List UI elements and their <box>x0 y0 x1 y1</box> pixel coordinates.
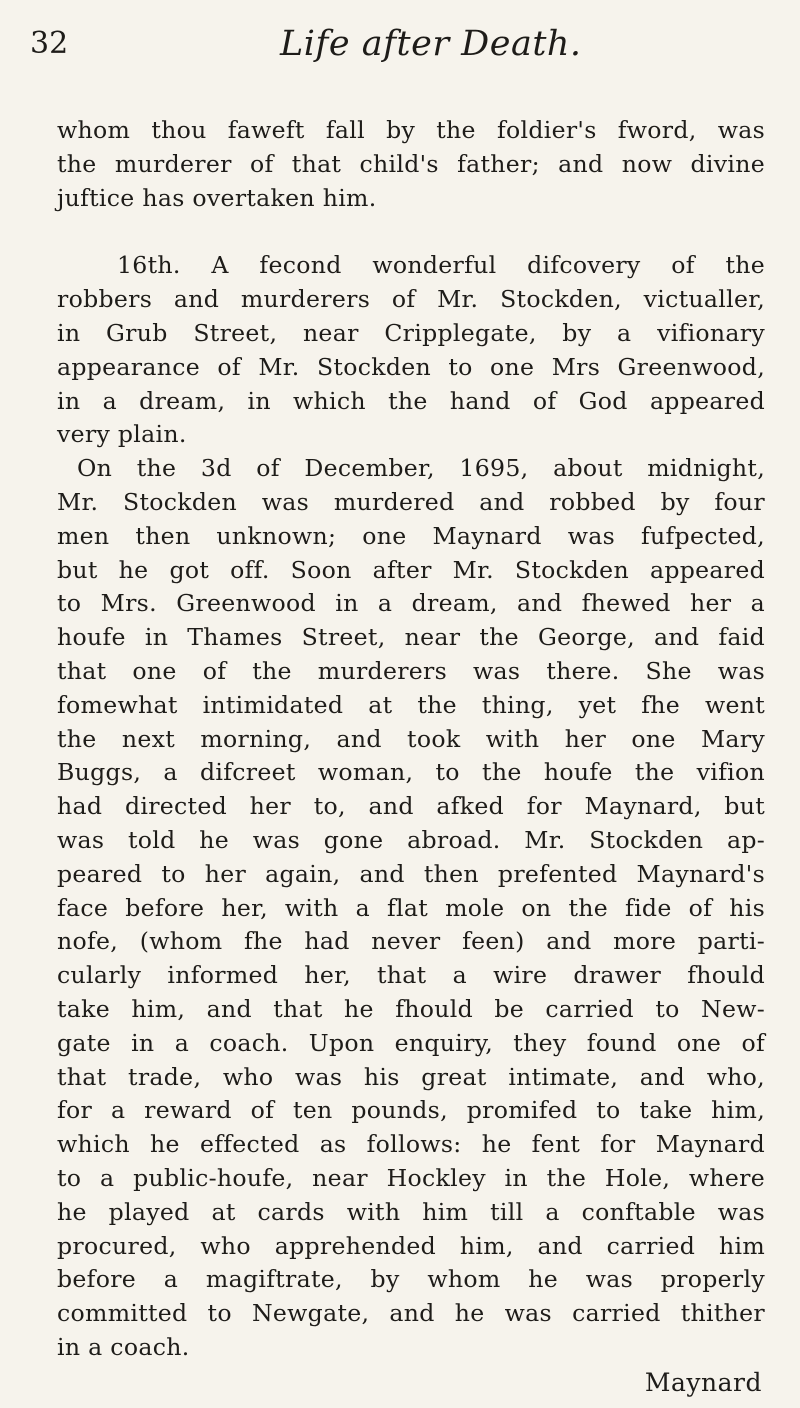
page-number: 32 <box>30 26 69 61</box>
text-line: was told he was gone abroad. Mr. Stockden ap- <box>57 825 765 854</box>
text-line: in Grub Street, near Cripplegate, by a vifionary <box>57 318 765 347</box>
text-line: but he got off. Soon after Mr. Stockden appeared <box>57 555 765 584</box>
text-line: that one of the murderers was there. She was <box>57 656 765 685</box>
text-line: the murderer of that child's father; and now divine <box>57 149 765 178</box>
text-line: to Mrs. Greenwood in a dream, and fhewed her a <box>57 589 765 618</box>
paragraph-gap <box>57 215 765 249</box>
text-line: fomewhat intimidated at the thing, yet fhe went <box>57 690 765 719</box>
text-line: Buggs, a difcreet woman, to the houfe the vifion <box>57 758 765 787</box>
text-line: peared to her again, and then prefented Maynard's <box>57 859 765 888</box>
text-line: that trade, who was his great intimate, and who, <box>57 1062 765 1091</box>
text-line: for a reward of ten pounds, promifed to take him, <box>57 1096 765 1125</box>
text-line: to a public-houfe, near Hockley in the Hole, where <box>57 1163 765 1192</box>
text-line: before a magiftrate, by whom he was properly <box>57 1265 765 1294</box>
text-line: the next morning, and took with her one Mary <box>57 724 765 753</box>
text-line: procured, who apprehended him, and carried him <box>57 1231 765 1260</box>
page-header <box>30 20 760 70</box>
text-line: which he effected as follows: he fent for Maynard <box>57 1130 765 1159</box>
paragraph-2 <box>57 249 765 452</box>
text-line: juftice has overtaken him. <box>57 183 377 212</box>
text-line: very plain. <box>57 420 187 449</box>
body-text <box>57 114 765 1365</box>
catchword: Maynard <box>644 1368 762 1397</box>
text-line: cularly informed her, that a wire drawer fhould <box>57 961 765 990</box>
text-line: whom thou faweft fall by the foldier's fword, was <box>57 116 765 144</box>
text-line: robbers and murderers of Mr. Stockden, victualler, <box>57 285 765 314</box>
text-line: nofe, (whom fhe had never feen) and more parti- <box>57 927 765 956</box>
text-line: in a dream, in which the hand of God appeared <box>57 386 765 415</box>
text-line: committed to Newgate, and he was carried thither <box>57 1299 765 1328</box>
text-line: men then unknown; one Maynard was fufpected, <box>57 521 765 550</box>
text-line: take him, and that he fhould be carried to New- <box>57 994 765 1023</box>
text-line: On the 3d of December, 1695, about midnight, <box>77 454 765 483</box>
paragraph-1 <box>57 114 765 215</box>
text-line: had directed her to, and afked for Maynard, but <box>57 792 765 821</box>
text-line: face before her, with a flat mole on the fide of his <box>57 893 765 922</box>
running-title: Life after Death. <box>280 24 582 64</box>
text-line: appearance of Mr. Stockden to one Mrs Greenwood, <box>57 352 765 381</box>
paragraph-3 <box>57 452 765 1365</box>
text-line: 16th. A fecond wonderful difcovery of the <box>117 251 765 280</box>
text-line: gate in a coach. Upon enquiry, they found one of <box>57 1028 765 1057</box>
text-line: houfe in Thames Street, near the George, and faid <box>57 623 765 652</box>
text-line: he played at cards with him till a conftable was <box>57 1197 765 1226</box>
text-line: in a coach. <box>57 1332 190 1361</box>
text-line: Mr. Stockden was murdered and robbed by four <box>57 487 765 516</box>
